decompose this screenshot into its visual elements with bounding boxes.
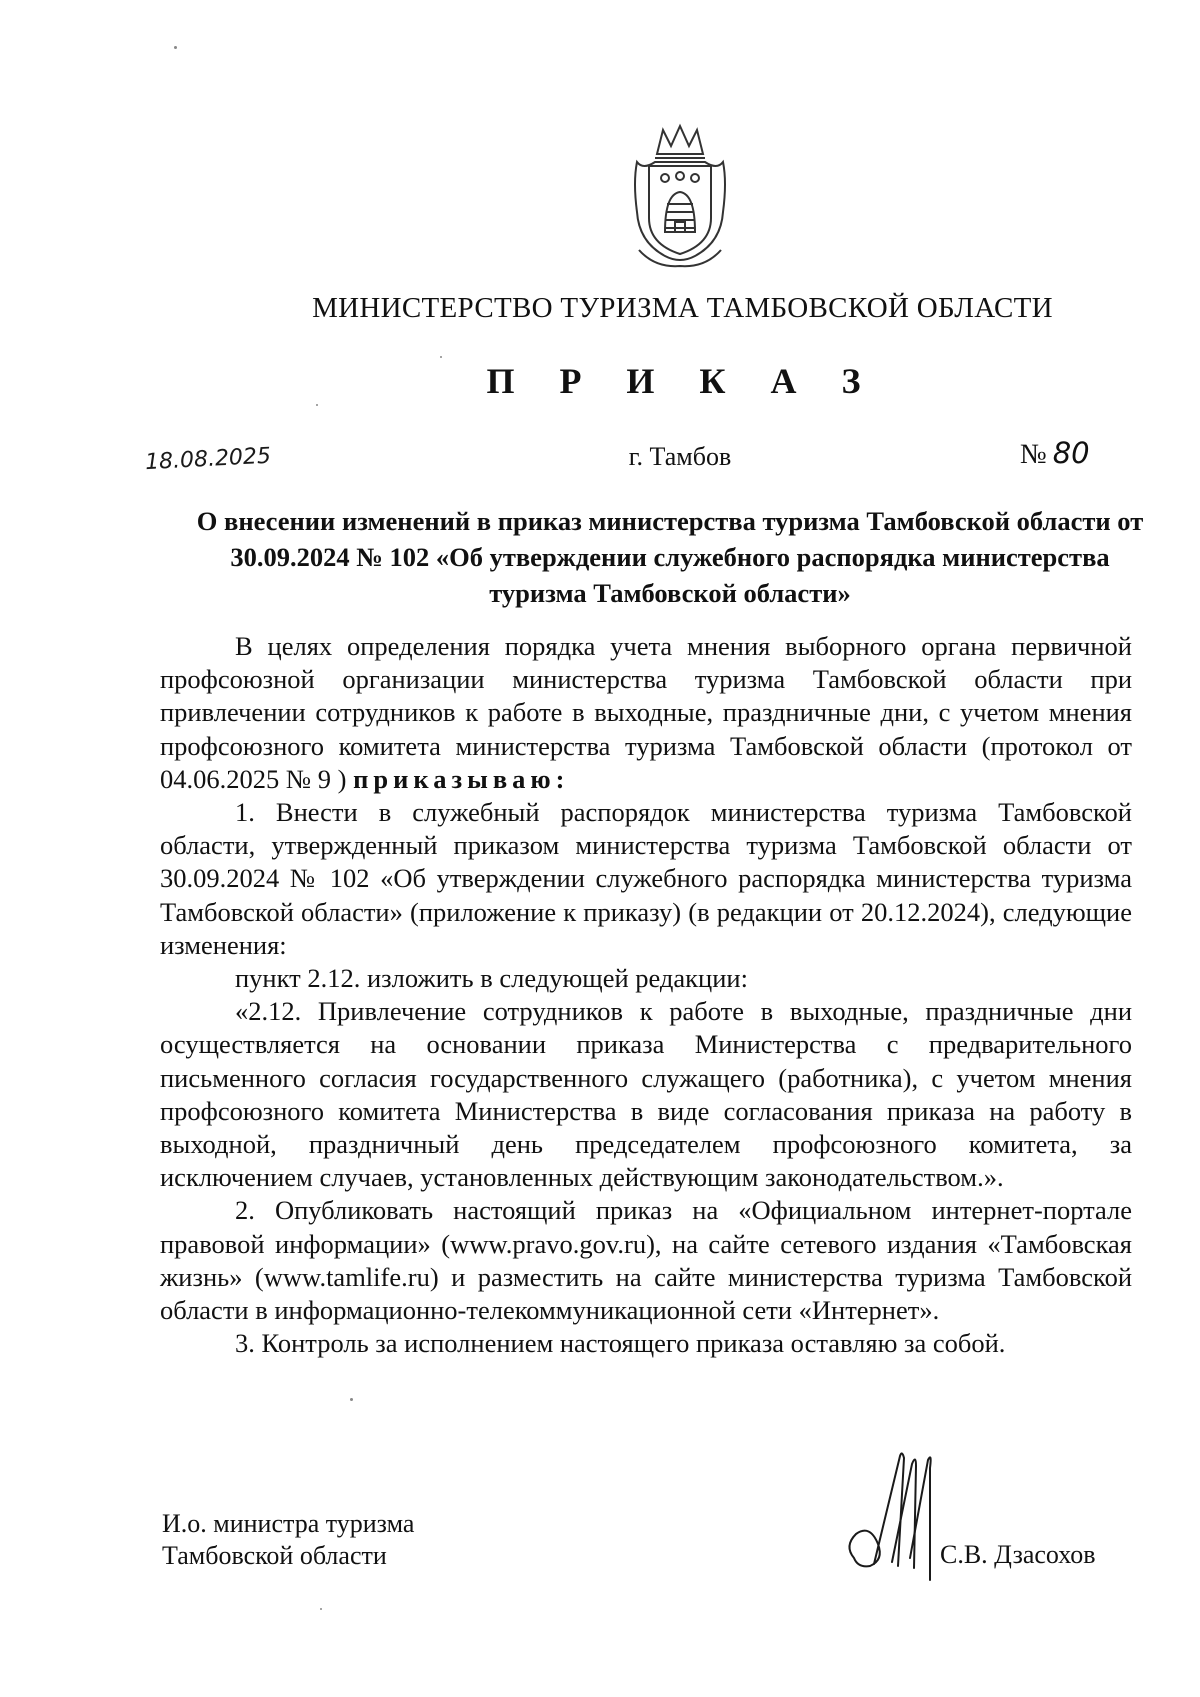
number-value: 80 xyxy=(1052,436,1090,470)
signatory-title-line1: И.о. министра туризма xyxy=(162,1509,415,1538)
handwritten-signature-icon xyxy=(840,1440,950,1590)
coat-of-arms-icon xyxy=(625,122,735,272)
scan-speck xyxy=(316,404,318,406)
order-number xyxy=(1020,436,1160,471)
signatory-title xyxy=(162,1508,522,1572)
signatory-name: С.В. Дзасохов xyxy=(940,1540,1096,1569)
item-1-sub: пункт 2.12. изложить в следующей редакции: xyxy=(235,963,748,994)
preamble-keyword: приказываю: xyxy=(353,763,570,794)
ministry-name: МИНИСТЕРСТВО ТУРИЗМА ТАМБОВСКОЙ ОБЛАСТИ xyxy=(312,292,1053,324)
order-date: 18.08.2025 xyxy=(144,443,272,476)
signatory-title-line2: Тамбовской области xyxy=(162,1541,387,1570)
order-body xyxy=(160,630,1132,1360)
item-1: 1. Внести в служебный распорядок министерства туризма Тамбовской области, утвержденный приказом министерства туризма Тамбовской области от 30.09.2024 № 102 «Об утверждении служебного распорядка министерства туризма Тамбовской области» (приложение к приказу) (в редакции от 20.12.2024), следующие изменения: xyxy=(160,797,1132,960)
scan-speck xyxy=(440,356,442,358)
order-subject: О внесении изменений в приказ министерства туризма Тамбовской области от 30.09.2024 № 102 «Об утверждении служебного распорядка министерства туризма Тамбовской области» xyxy=(196,506,1144,608)
item-2: 2. Опубликовать настоящий приказ на «Официальном интернет-портале правовой информации» (www.pravo.gov.ru), на сайте сетевого издания «Тамбовская жизнь» (www.tamlife.ru) и разместить на сайте министерства туризма Тамбовской области в информационно-телекоммуникационной сети «Интернет». xyxy=(160,1195,1132,1326)
item-1-quote: «2.12. Привлечение сотрудников к работе в выходные, праздничные дни осуществляется на основании приказа Министерства с предварительного письменного согласия государственного служащего (работника), с учетом мнения профсоюзного комитета Министерства в виде согласования приказа на работу в выходной, праздничный день председателем профсоюзного комитета, за исключением случаев, установленных действующим законодательством.». xyxy=(160,996,1132,1193)
number-symbol: № xyxy=(1020,439,1047,470)
item-3: 3. Контроль за исполнением настоящего приказа оставляю за собой. xyxy=(235,1328,1006,1359)
scan-speck xyxy=(320,1608,322,1610)
signature-block xyxy=(840,1440,1180,1590)
scan-speck xyxy=(350,1398,353,1401)
scan-speck xyxy=(174,46,177,49)
order-title: П Р И К А З xyxy=(486,361,879,401)
preamble-paragraph xyxy=(160,630,1132,796)
order-city: г. Тамбов xyxy=(628,442,732,471)
preamble-text: В целях определения порядка учета мнения выборного органа первичной профсоюзной организации министерства туризма Тамбовской области при привлечении сотрудников к работе в выходные, праздничные дни, с учетом мнения профсоюзного комитета министерства туризма Тамбовской области (протокол от 04.06.2025 № 9 ) xyxy=(160,631,1132,794)
